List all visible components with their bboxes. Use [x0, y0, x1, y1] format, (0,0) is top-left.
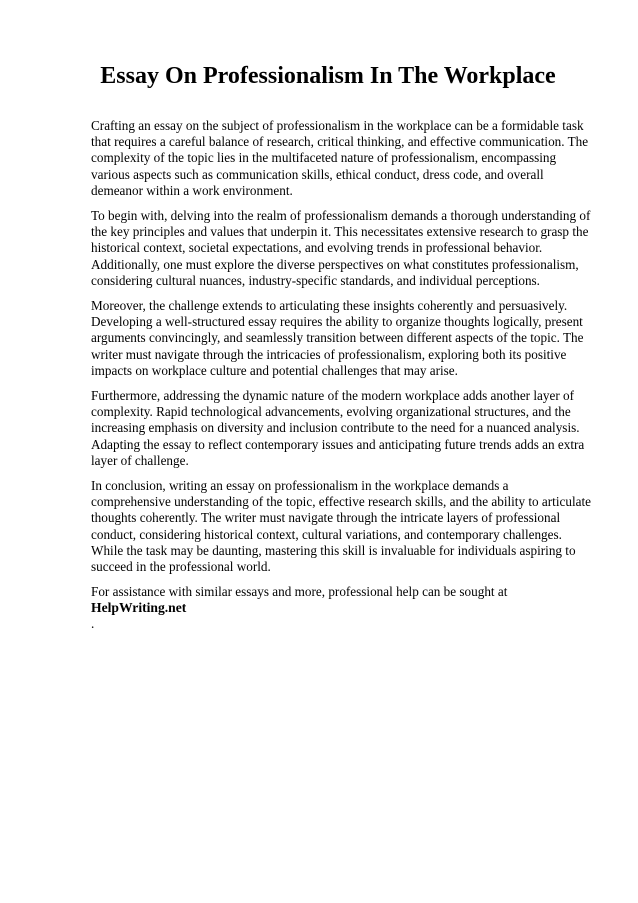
paragraph-intro: Crafting an essay on the subject of professionalism in the workplace can be a formidable task that requires a careful balance of research, critical thinking, and effective communication. The complexity of the topic lies in the multifaceted nature of professionalism, encompassing various aspects such as communication skills, ethical conduct, dress code, and overall demeanor within a work environment. — [91, 118, 589, 198]
paragraph-modern-workplace: Furthermore, addressing the dynamic nature of the modern workplace adds another layer of complexity. Rapid technological advancements, evolving organizational structures, and the increasing emphasis on diversity and inclusion contribute to the need for a nuanced analysis. Adapting the essay to reflect contemporary issues and anticipating future trends adds an extra layer of challenge. — [91, 388, 585, 468]
closing-text: For assistance with similar essays and more, professional help can be sought at — [91, 584, 508, 600]
essay-body — [91, 118, 591, 631]
page-title: Essay On Professionalism In The Workplace — [100, 63, 556, 89]
paragraph-research: To begin with, delving into the realm of professionalism demands a thorough understanding of the key principles and values that underpin it. This necessitates extensive research to grasp the historical context, societal expectations, and evolving trends in professional behavior. Additionally, one must explore the diverse perspectives on what constitutes professionalism, considering cultural nuances, industry-specific standards, and individual perceptions. — [91, 208, 591, 288]
paragraph-conclusion: In conclusion, writing an essay on professionalism in the workplace demands a comprehensive understanding of the topic, effective research skills, and the ability to articulate thoughts coherently. The writer must navigate through the intricate layers of professional conduct, considering historical context, cultural variations, and contemporary challenges. While the task may be daunting, mastering this skill is invaluable for individuals aspiring to succeed in the professional world. — [91, 478, 591, 575]
paragraph-articulation: Moreover, the challenge extends to articulating these insights coherently and persuasively. Developing a well-structured essay requires the ability to organize thoughts logically, present arguments convincingly, and seamlessly transition between different aspects of the topic. The writer must navigate through the intricacies of professionalism, exploring both its positive impacts on workplace culture and potential challenges that may arise. — [91, 298, 584, 378]
closing-paragraph — [91, 584, 591, 630]
brand-link[interactable]: HelpWriting.net — [91, 600, 187, 616]
closing-period: . — [91, 615, 95, 631]
